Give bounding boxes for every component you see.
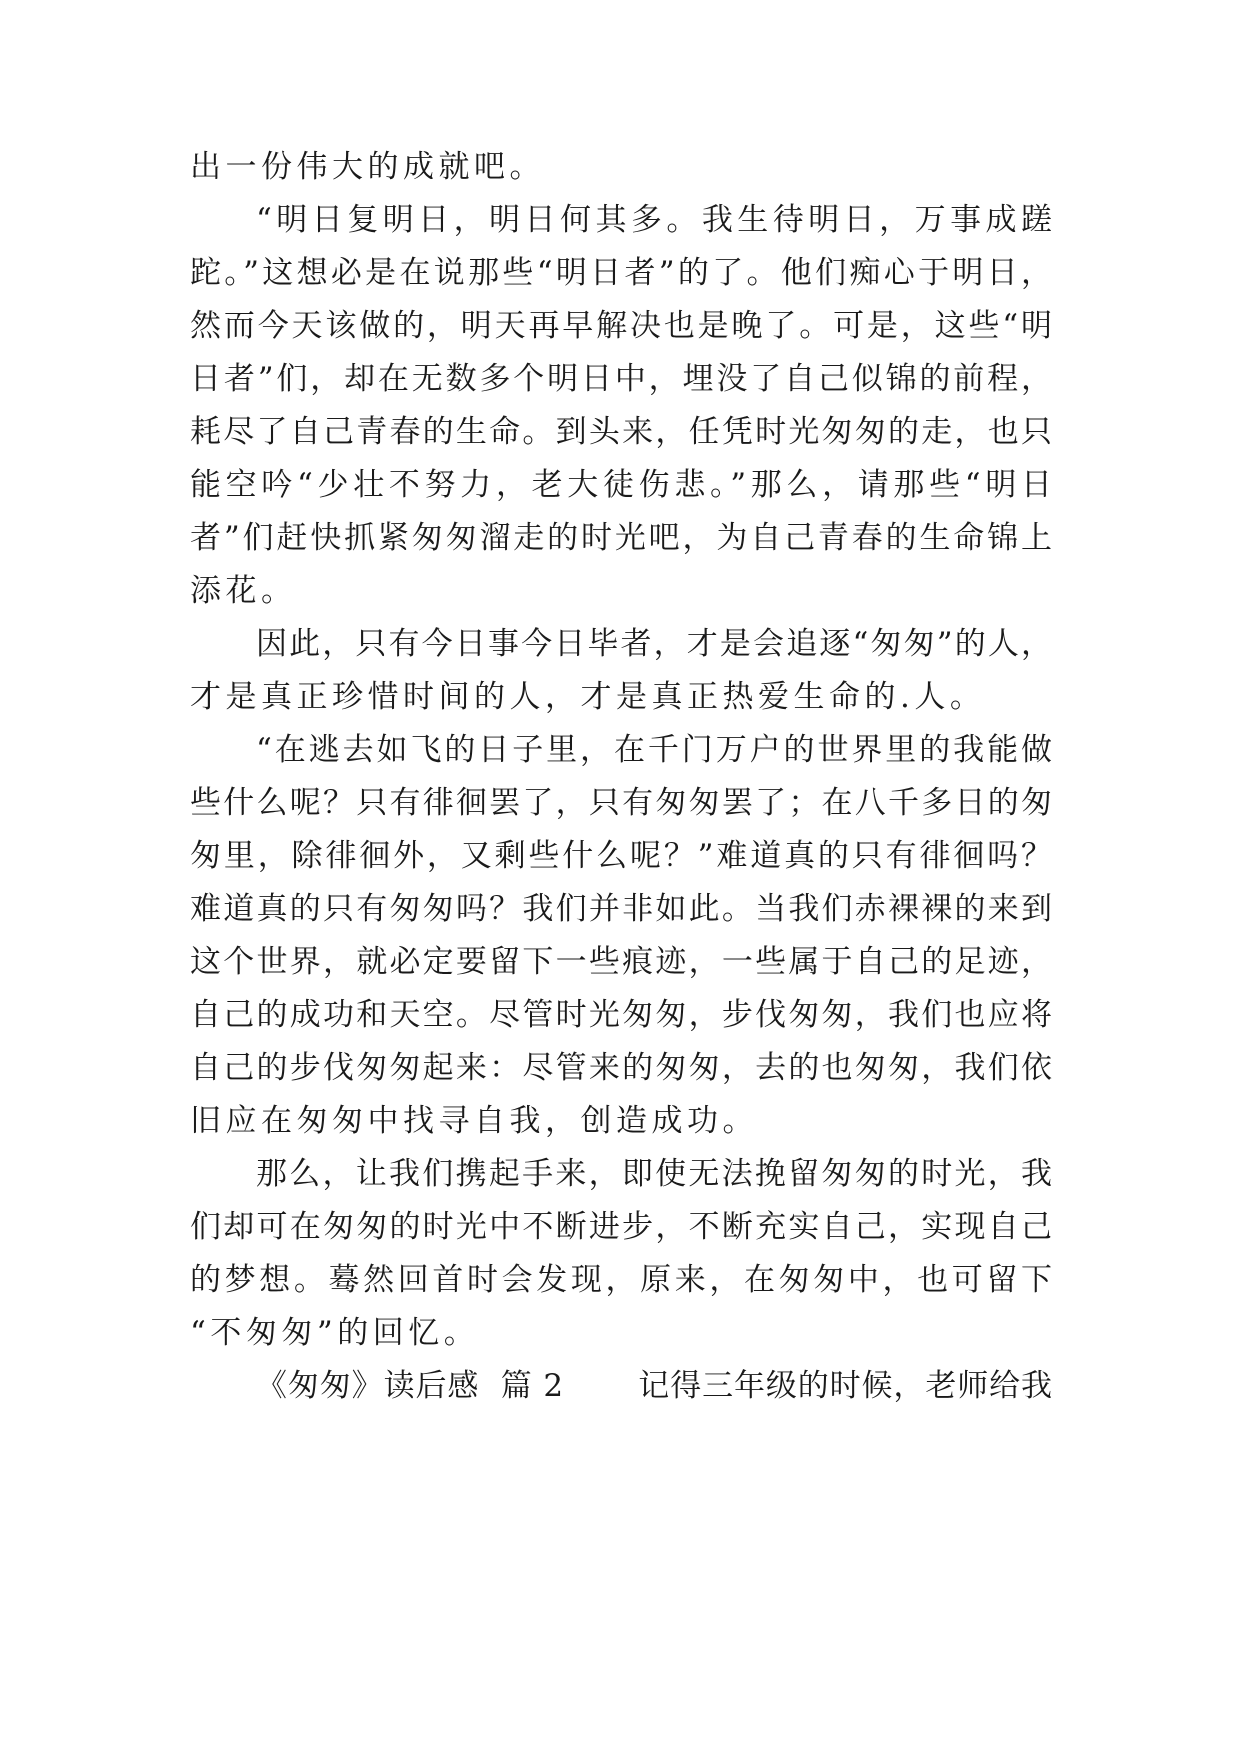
text-line: 耗尽了自己青春的生命。到头来，任凭时光匆匆的走，也只: [190, 414, 1052, 450]
text-line: “在逃去如飞的日子里，在千门万户的世界里的我能做: [256, 732, 1052, 768]
text-line: 那么，让我们携起手来，即使无法挽留匆匆的时光，我: [256, 1156, 1052, 1192]
text-line: 的梦想。蓦然回首时会发现，原来，在匆匆中，也可留下: [190, 1262, 1052, 1298]
text-line: 些什么呢？只有徘徊罢了，只有匆匆罢了；在八千多日的匆: [190, 785, 1052, 821]
text-line: 跎。”这想必是在说那些“明日者”的了。他们痴心于明日，: [190, 255, 1052, 291]
section-heading-line: 《匆匆》读后感 篇 2 记得三年级的时候，老师给我: [256, 1368, 1052, 1404]
text-line: 日者”们，却在无数多个明日中，埋没了自己似锦的前程，: [190, 361, 1052, 397]
text-line: 然而今天该做的，明天再早解决也是晚了。可是，这些“明: [190, 308, 1052, 344]
text-line: 才是真正珍惜时间的人，才是真正热爱生命的.人。: [190, 679, 986, 715]
text-line: 难道真的只有匆匆吗？我们并非如此。当我们赤裸裸的来到: [190, 891, 1052, 927]
text-line: 旧应在匆匆中找寻自我，创造成功。: [190, 1103, 758, 1139]
text-line: “不匆匆”的回忆。: [190, 1315, 480, 1351]
text-line: 能空吟“少壮不努力，老大徒伤悲。”那么，请那些“明日: [190, 467, 1052, 503]
text-line: 出一份伟大的成就吧。: [190, 149, 545, 185]
text-line: 自己的步伐匆匆起来：尽管来的匆匆，去的也匆匆，我们依: [190, 1050, 1052, 1086]
text-line: 们却可在匆匆的时光中不断进步，不断充实自己，实现自己: [190, 1209, 1052, 1245]
text-line: 添花。: [190, 573, 297, 609]
text-line: 匆里，除徘徊外，又剩些什么呢？”难道真的只有徘徊吗？: [190, 838, 1052, 874]
text-line: 因此，只有今日事今日毕者，才是会追逐“匆匆”的人，: [256, 626, 1052, 662]
text-line: 这个世界，就必定要留下一些痕迹，一些属于自己的足迹，: [190, 944, 1052, 980]
text-line: “明日复明日，明日何其多。我生待明日，万事成蹉: [256, 202, 1052, 238]
text-line: 自己的成功和天空。尽管时光匆匆，步伐匆匆，我们也应将: [190, 997, 1052, 1033]
text-line: 者”们赶快抓紧匆匆溜走的时光吧，为自己青春的生命锦上: [190, 520, 1052, 556]
